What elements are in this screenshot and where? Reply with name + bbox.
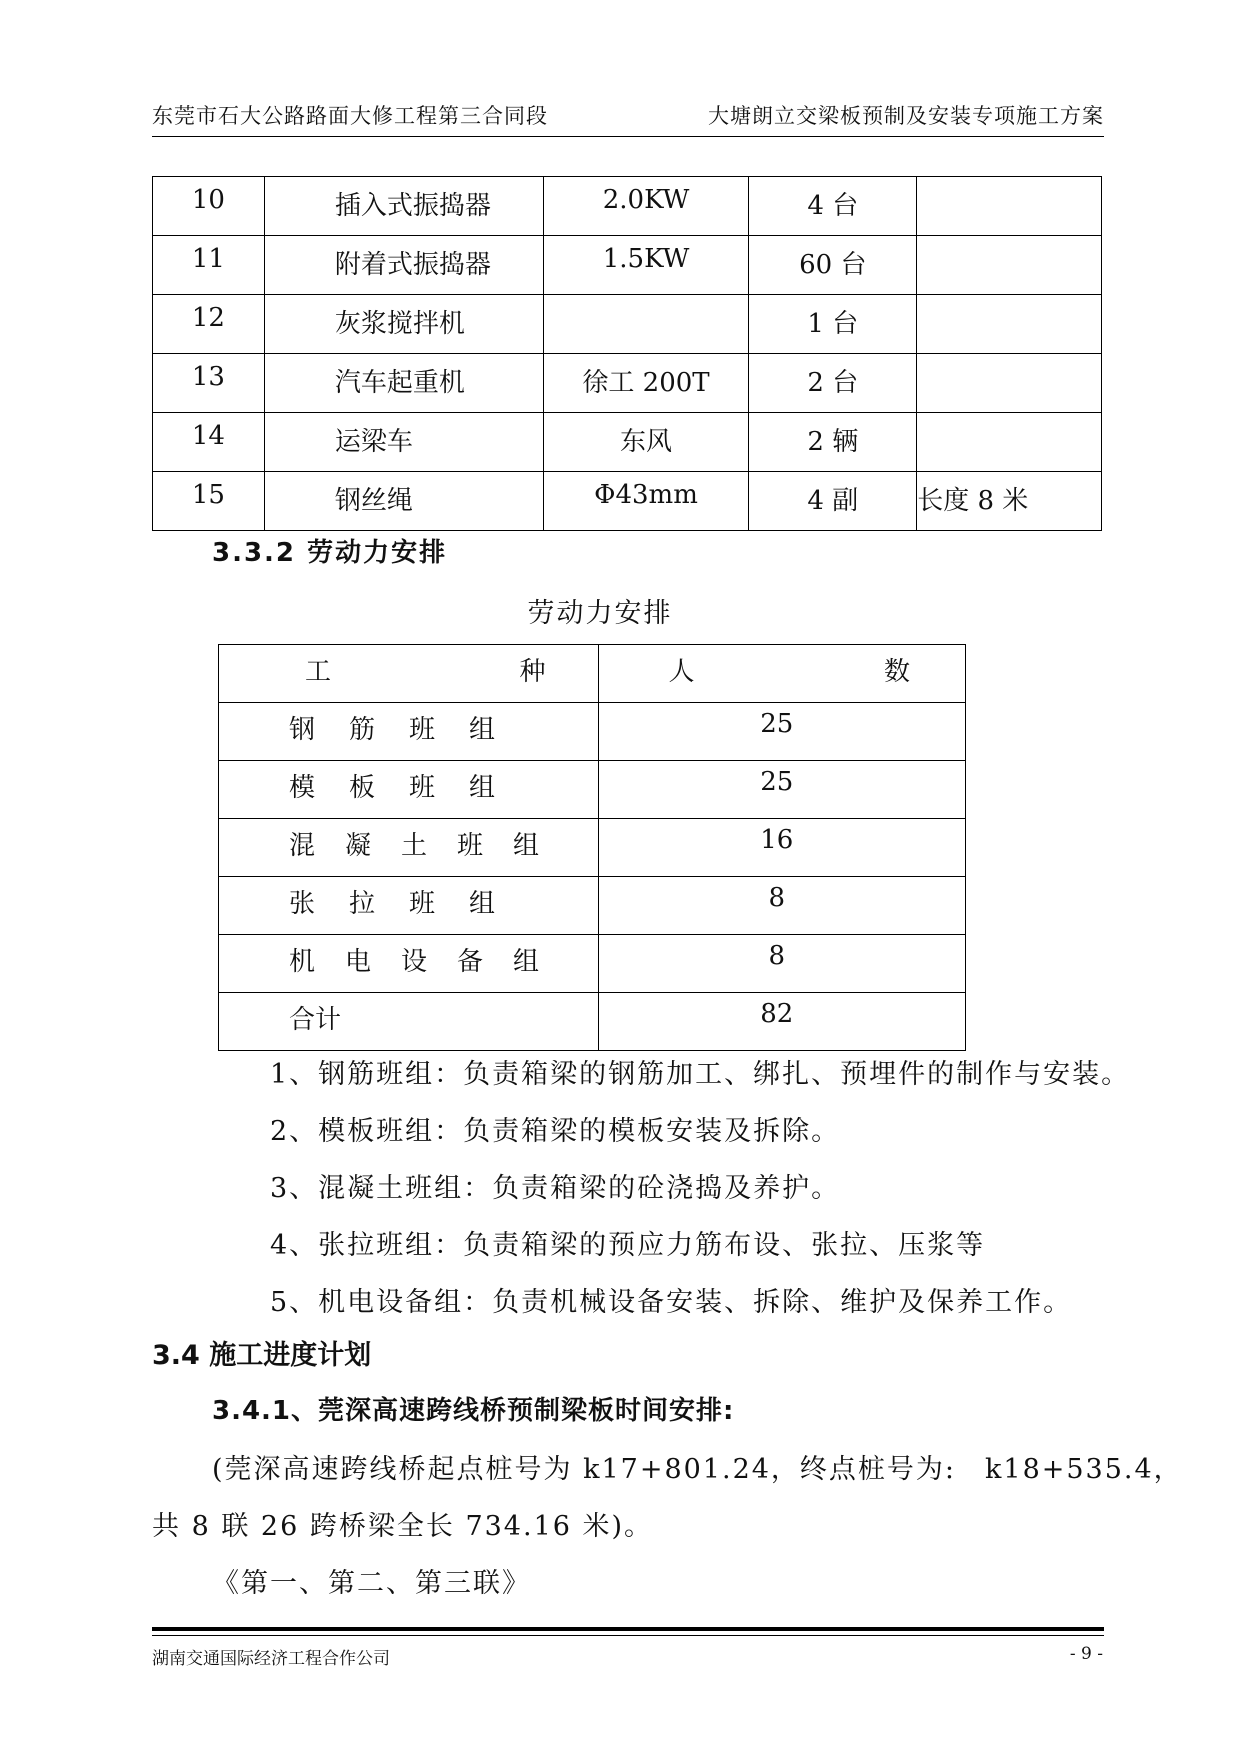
equipment-table [152, 176, 1102, 531]
equipment-spec [544, 295, 749, 303]
labor-header-type [219, 645, 599, 703]
labor-count: 8 [768, 941, 786, 971]
paragraph-line-1: (莞深高速跨线桥起点桩号为 k17+801.24，终点桩号为: k18+535.4， [212, 1454, 1183, 1485]
equipment-no: 14 [191, 421, 225, 451]
equipment-no-cell [153, 236, 265, 295]
labor-count-cell [598, 819, 965, 877]
labor-header-type-b: 种 [519, 657, 546, 687]
duty-item-5: 5、机电设备组：负责机械设备安装、拆除、维护及保养工作。 [270, 1287, 1073, 1318]
equipment-note [917, 413, 1101, 421]
equipment-note: 长度 8 米 [917, 486, 1029, 516]
equipment-name: 附着式振捣器 [334, 250, 491, 280]
equipment-qty-cell [749, 177, 917, 236]
equipment-qty-cell [749, 472, 917, 531]
labor-count: 82 [760, 999, 794, 1029]
equipment-note-cell [917, 177, 1102, 236]
equipment-no-cell [153, 472, 265, 531]
equipment-qty: 1 台 [807, 309, 859, 339]
equipment-note-cell [917, 354, 1102, 413]
equipment-name: 运梁车 [334, 427, 413, 457]
header-right: 大塘朗立交梁板预制及安装专项施工方案 [708, 104, 1104, 128]
equipment-qty-cell [749, 354, 917, 413]
labor-row [219, 703, 966, 761]
labor-row [219, 993, 966, 1051]
equipment-spec: 2.0KW [602, 185, 690, 215]
equipment-no-cell [153, 177, 265, 236]
equipment-note [917, 295, 1101, 303]
equipment-name: 灰浆搅拌机 [334, 309, 465, 339]
labor-type-cell [219, 819, 599, 877]
equipment-row [153, 236, 1102, 295]
equipment-spec-cell [543, 413, 749, 472]
equipment-name-cell [264, 295, 543, 354]
equipment-name: 钢丝绳 [334, 486, 413, 516]
section-heading-34: 3.4 施工进度计划 [152, 1340, 372, 1371]
labor-row [219, 819, 966, 877]
equipment-note-cell [917, 472, 1102, 531]
labor-type: 钢筋班组 [289, 715, 530, 745]
labor-type: 机电设备组 [289, 947, 570, 977]
equipment-no: 11 [191, 244, 225, 274]
labor-row [219, 935, 966, 993]
paragraph-line-2: 共 8 联 26 跨桥梁全长 734.16 米)。 [152, 1511, 654, 1542]
duty-item-3: 3、混凝土班组：负责箱梁的砼浇捣及养护。 [270, 1173, 841, 1204]
labor-count-cell [598, 993, 965, 1051]
equipment-qty: 60 台 [799, 250, 867, 280]
labor-row [219, 761, 966, 819]
equipment-no: 15 [191, 480, 225, 510]
section-heading-332: 3.3.2 劳动力安排 [212, 538, 448, 568]
equipment-no: 12 [191, 303, 225, 333]
equipment-row [153, 295, 1102, 354]
equipment-spec: 徐工 200T [582, 368, 710, 398]
labor-header-count [598, 645, 965, 703]
equipment-qty-cell [749, 295, 917, 354]
equipment-name-cell [264, 236, 543, 295]
labor-count-cell [598, 935, 965, 993]
labor-type-cell [219, 935, 599, 993]
equipment-spec-cell [543, 472, 749, 531]
equipment-note [917, 236, 1101, 244]
labor-header-type-a: 工 [305, 657, 332, 687]
equipment-row [153, 354, 1102, 413]
equipment-spec-cell [543, 354, 749, 413]
footer-company: 湖南交通国际经济工程合作公司 [152, 1649, 390, 1669]
equipment-spec: Φ43mm [594, 480, 698, 510]
footer-page-number: - 9 - [1069, 1644, 1103, 1664]
equipment-row [153, 472, 1102, 531]
equipment-qty: 4 台 [807, 191, 859, 221]
labor-type-cell [219, 993, 599, 1051]
equipment-qty: 2 台 [807, 368, 859, 398]
equipment-name: 汽车起重机 [334, 368, 465, 398]
duty-item-1: 1、钢筋班组：负责箱梁的钢筋加工、绑扎、预埋件的制作与安装。 [270, 1059, 1131, 1090]
equipment-spec-cell [543, 295, 749, 354]
labor-type-cell [219, 703, 599, 761]
equipment-note [917, 354, 1101, 362]
equipment-name-cell [264, 472, 543, 531]
labor-type-cell [219, 877, 599, 935]
equipment-note-cell [917, 295, 1102, 354]
equipment-no: 13 [191, 362, 225, 392]
equipment-spec: 1.5KW [602, 244, 690, 274]
duty-item-2: 2、模板班组：负责箱梁的模板安装及拆除。 [270, 1116, 841, 1147]
labor-count-cell [598, 877, 965, 935]
paragraph-line-3: 《第一、第二、第三联》 [212, 1568, 531, 1599]
equipment-no-cell [153, 295, 265, 354]
labor-count-cell [598, 761, 965, 819]
footer-rule-thick [152, 1627, 1104, 1631]
labor-type: 混凝土班组 [289, 831, 570, 861]
labor-table-caption: 劳动力安排 [527, 598, 673, 629]
header-rule [152, 136, 1104, 137]
labor-count: 25 [760, 709, 794, 739]
labor-count: 16 [760, 825, 794, 855]
labor-count: 25 [760, 767, 794, 797]
duty-item-4: 4、张拉班组：负责箱梁的预应力筋布设、张拉、压浆等 [270, 1230, 986, 1261]
labor-header-count-a: 人 [668, 657, 695, 687]
equipment-note-cell [917, 236, 1102, 295]
labor-type: 模板班组 [289, 773, 530, 803]
equipment-no-cell [153, 354, 265, 413]
equipment-spec-cell [543, 177, 749, 236]
equipment-row [153, 177, 1102, 236]
equipment-note-cell [917, 413, 1102, 472]
equipment-note [917, 177, 1101, 185]
labor-count: 8 [768, 883, 786, 913]
equipment-qty-cell [749, 413, 917, 472]
equipment-name-cell [264, 177, 543, 236]
footer-rule-thin [152, 1635, 1104, 1636]
labor-type-cell [219, 761, 599, 819]
equipment-name-cell [264, 413, 543, 472]
labor-type: 合计 [289, 1005, 342, 1035]
labor-table-header [219, 645, 966, 703]
equipment-spec-cell [543, 236, 749, 295]
labor-row [219, 877, 966, 935]
header-left: 东莞市石大公路路面大修工程第三合同段 [152, 104, 548, 128]
labor-header-count-b: 数 [883, 657, 910, 687]
equipment-name: 插入式振捣器 [334, 191, 491, 221]
equipment-qty-cell [749, 236, 917, 295]
labor-count-cell [598, 703, 965, 761]
section-heading-341: 3.4.1、莞深高速跨线桥预制梁板时间安排: [212, 1396, 735, 1426]
equipment-qty: 4 副 [807, 486, 859, 516]
equipment-spec: 东风 [620, 427, 673, 457]
equipment-qty: 2 辆 [807, 427, 859, 457]
labor-table [218, 644, 966, 1051]
equipment-row [153, 413, 1102, 472]
equipment-name-cell [264, 354, 543, 413]
labor-type: 张拉班组 [289, 889, 530, 919]
equipment-no: 10 [191, 185, 225, 215]
equipment-no-cell [153, 413, 265, 472]
